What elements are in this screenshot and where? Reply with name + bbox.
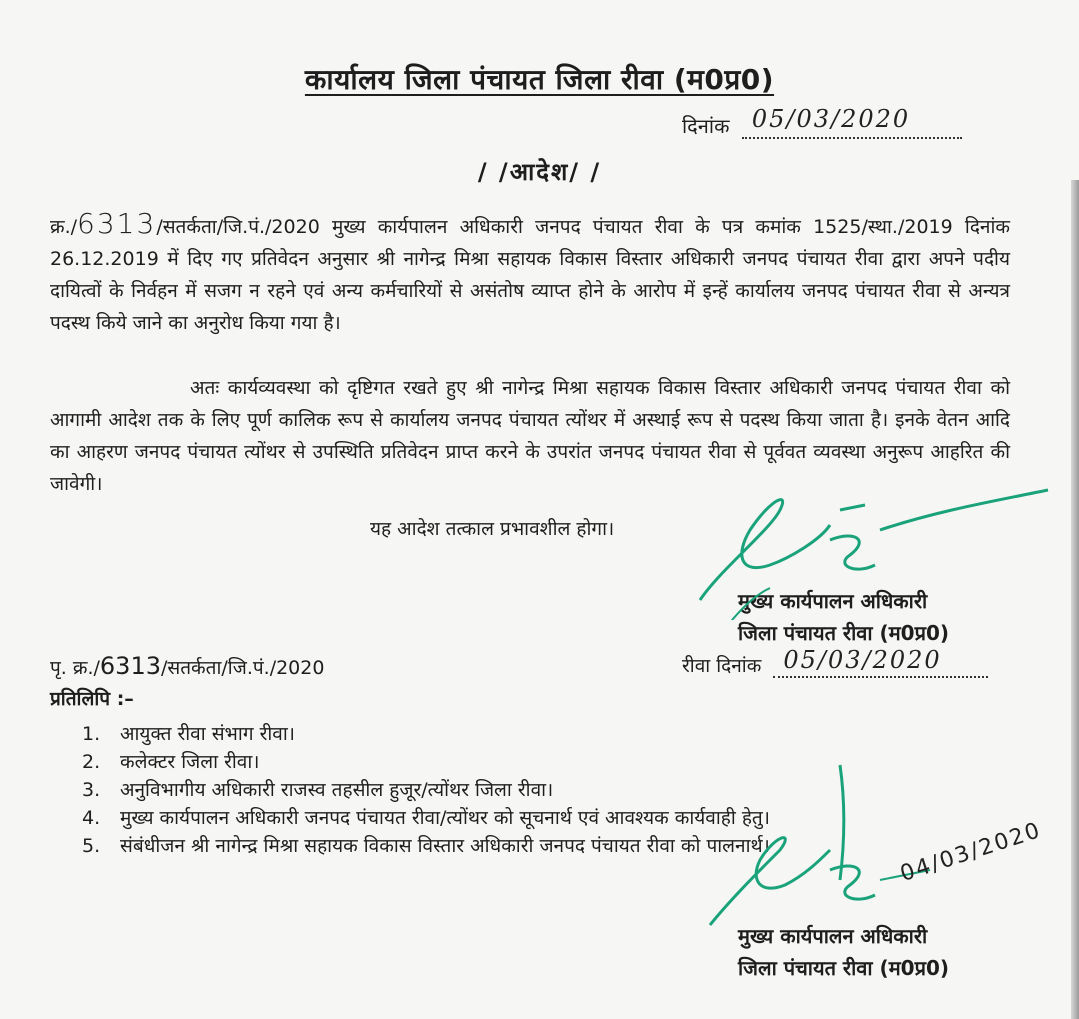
order-prefix: क्र./: [50, 216, 78, 238]
paragraph-1-text: /सतर्कता/जि.पं./2020 मुख्य कार्यपालन अधिकारी जनपद पंचायत रीवा के पत्र कमांक 1525/स्था./2019 दिनांक 26.12.2019 में दिए गए प्रतिवेदन अनुसार श्री नागेन्द्र मिश्रा सहायक विकास विस्तार अधिकारी जनपद पंचायत रीवा द्वारा अपने पदीय दायित्वों के निर्वहन में सजग न रहने एवं अन्य कर्मचारियों से असंतोष व्याप्त होने के आरोप में इन्हें कार्यालय जनपद पंचायत रीवा से अन्यत्र पदस्थ किये जाने का अनुरोध किया गया है।: [50, 216, 1010, 334]
signatory-office: जिला पंचायत रीवा (म0प्र0): [738, 621, 950, 645]
endorsement-date-label: रीवा दिनांक: [682, 655, 762, 677]
copy-list: [82, 720, 770, 860]
signatory-block-2: [738, 920, 949, 984]
signatory-block-1: [738, 585, 949, 649]
order-heading: / /आदेश/ /: [477, 158, 602, 186]
date-handwritten: 05/03/2020: [751, 105, 911, 133]
handwritten-receipt-date: 04/03/2020: [897, 817, 1045, 887]
date-label: दिनांक: [682, 114, 730, 138]
endorsement-number-handwritten: 6313: [99, 652, 161, 680]
list-item: 1. आयुक्त रीवा संभाग रीवा।: [82, 723, 295, 745]
page-edge-shadow: [1071, 180, 1079, 1019]
copy-label: प्रतिलिपि :–: [50, 688, 134, 710]
endorsement-date-handwritten: 05/03/2020: [783, 646, 942, 674]
endorsement-date-row: [682, 646, 988, 678]
list-item: 4. मुख्य कार्यपालन अधिकारी जनपद पंचायत रीवा/त्योंथर को सूचनार्थ एवं आवश्यक कार्यवाही हेतु।: [82, 807, 770, 829]
list-item: 3. अनुविभागीय अधिकारी राजस्व तहसील हुजूर/त्योंथर जिला रीवा।: [82, 779, 554, 801]
paragraph-1: [50, 208, 1010, 339]
endorsement-suffix: /सतर्कता/जि.पं./2020: [160, 657, 325, 679]
order-number-handwritten: 6313: [77, 207, 157, 240]
signatory-office: जिला पंचायत रीवा (म0प्र0): [738, 956, 950, 980]
effective-statement: यह आदेश तत्काल प्रभावशील होगा।: [370, 518, 615, 540]
signatory-designation: मुख्य कार्यपालन अधिकारी: [738, 589, 928, 613]
order-date-row: [682, 105, 962, 139]
endorsement-prefix: पृ. क्र./: [50, 657, 100, 679]
list-item: 2. कलेक्टर जिला रीवा।: [82, 751, 260, 773]
date-field: [742, 105, 962, 139]
list-item: 5. संबंधीजन श्री नागेन्द्र मिश्रा सहायक विकास विस्तार अधिकारी जनपद पंचायत रीवा को पालनार्थ।: [82, 835, 770, 857]
office-title: कार्यालय जिला पंचायत जिला रीवा (म0प्र0): [304, 63, 775, 96]
endorsement-reference: [50, 652, 324, 680]
endorsement-date-field: [773, 646, 988, 678]
signatory-designation: मुख्य कार्यपालन अधिकारी: [738, 924, 928, 948]
paragraph-2: अतः कार्यव्यवस्था को दृष्टिगत रखते हुए श्री नागेन्द्र मिश्रा सहायक विकास विस्तार अधिकारी जनपद पंचायत रीवा को आगामी आदेश तक के लिए पूर्ण कालिक रूप से कार्यालय जनपद पंचायत त्योंथर में अस्थाई रूप से पदस्थ किया जाता है। इनके वेतन आदि का आहरण जनपद पंचायत त्योंथर से उपस्थिति प्रतिवेदन प्राप्त करने के उपरांत जनपद पंचायत रीवा से पूर्ववत व्यवस्था अनुरूप आहरित की जावेगी।: [50, 377, 1010, 495]
